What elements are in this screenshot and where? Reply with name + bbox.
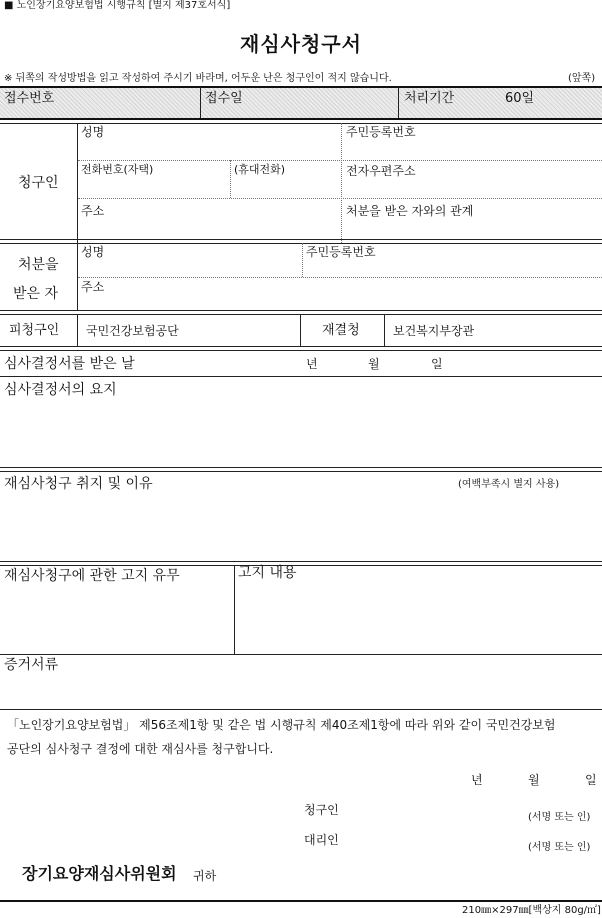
subject-id-label: 주민등록번호 [306, 245, 376, 259]
processing-period-label: 처리기간 [404, 91, 455, 106]
decision-authority-value: 보건복지부장관 [393, 324, 475, 338]
notice-label: 재심사청구에 관한 고지 유무 [4, 568, 180, 584]
evidence-label: 증거서류 [4, 657, 59, 673]
processing-period-value: 60일 [505, 91, 535, 106]
sign-date-month: 월 [528, 773, 540, 787]
agent-signature-field: (서명 또는 인) [528, 842, 591, 853]
subject-section-label-line1: 처분을 [18, 257, 59, 273]
claimant-mobile-label: (휴대전화) [234, 163, 286, 176]
addressee: 장기요양재심사위원회 [22, 864, 177, 883]
declaration-line1: 「노인장기요양보험법」 제56조제1항 및 같은 법 시행규칙 제40조제1항에 따라 위와 같이 국민건강보험 [7, 718, 556, 732]
claimant-email-label: 전자우편주소 [346, 164, 416, 178]
front-side-label: (앞쪽) [568, 73, 596, 84]
claimant-phone-label: 전화번호(자택) [81, 163, 154, 176]
purpose-note: (여백부족시 별지 사용) [458, 479, 560, 490]
claimant-address-label: 주소 [81, 204, 105, 218]
claimant-section-label: 청구인 [18, 175, 59, 191]
review-date-label: 심사결정서를 받은 날 [4, 356, 135, 372]
respondent-label: 피청구인 [9, 323, 60, 338]
instruction-note: ※ 뒤쪽의 작성방법을 읽고 작성하여 주시기 바라며, 어두운 난은 청구인이 적지 않습니다. [4, 73, 392, 84]
claimant-signer-label: 청구인 [304, 803, 339, 817]
review-date-day: 일 [431, 357, 443, 371]
purpose-label: 재심사청구 취지 및 이유 [4, 476, 153, 492]
subject-name-label: 성명 [81, 245, 105, 259]
receipt-number-label: 접수번호 [4, 91, 55, 106]
review-date-month: 월 [368, 357, 380, 371]
claimant-name-label: 성명 [81, 125, 105, 139]
subject-section-label-line2: 받은 자 [13, 286, 59, 302]
declaration-line2: 공단의 심사청구 결정에 대한 재심사를 청구합니다. [7, 742, 274, 756]
claimant-id-label: 주민등록번호 [346, 125, 416, 139]
form-title: 재심사청구서 [240, 32, 362, 56]
review-date-year: 년 [306, 357, 318, 371]
review-summary-label: 심사결정서의 요지 [4, 382, 117, 398]
agent-signer-label: 대리인 [304, 833, 339, 847]
paper-spec: 210㎜×297㎜[백상지 80g/㎡] [462, 905, 601, 916]
decision-authority-label: 재결청 [322, 323, 360, 338]
respondent-value: 국민건강보험공단 [86, 324, 179, 338]
notice-content-label: 고지 내용 [238, 565, 297, 581]
receipt-date-label: 접수일 [205, 91, 243, 106]
addressee-suffix: 귀하 [193, 869, 217, 883]
claimant-relation-label: 처분을 받은 자와의 관계 [346, 204, 474, 218]
sign-date-year: 년 [471, 773, 483, 787]
claimant-signature-field: (서명 또는 인) [528, 812, 591, 823]
sign-date-day: 일 [585, 773, 597, 787]
subject-address-label: 주소 [81, 280, 105, 294]
form-header-note: ■ 노인장기요양보험법 시행규칙 [별지 제37호서식] [4, 0, 231, 11]
